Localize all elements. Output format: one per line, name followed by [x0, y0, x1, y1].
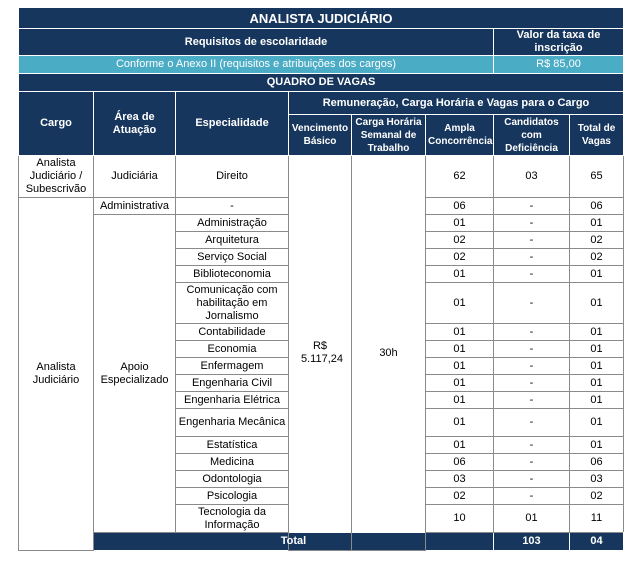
total-cell: 01	[570, 358, 624, 375]
col-vencimento-header: Vencimento Básico	[289, 115, 352, 156]
total-cell: 03	[570, 471, 624, 488]
col-total-header: Total de Vagas	[570, 115, 624, 156]
ampla-cell: 02	[426, 232, 494, 249]
table-row	[19, 156, 624, 198]
especialidade-cell: Estatística	[176, 437, 289, 454]
taxa-value: R$ 85,00	[494, 56, 624, 74]
quadro-title: QUADRO DE VAGAS	[19, 74, 624, 92]
especialidade-cell: Biblioteconomia	[176, 266, 289, 283]
ampla-cell: 01	[426, 324, 494, 341]
especialidade-cell: Enfermagem	[176, 358, 289, 375]
ampla-cell: 01	[426, 266, 494, 283]
vagas-table	[18, 7, 644, 551]
ampla-cell: 01	[426, 358, 494, 375]
total-cell: 01	[570, 437, 624, 454]
total-cell: 01	[570, 375, 624, 392]
pcd-cell: -	[494, 215, 570, 232]
ampla-cell: 01	[426, 409, 494, 437]
total-cell: 06	[570, 454, 624, 471]
total-cell: 01	[570, 266, 624, 283]
area-cell: Judiciária	[94, 156, 176, 198]
pcd-cell: -	[494, 198, 570, 215]
carga-cell: 30h	[352, 156, 426, 551]
especialidade-cell: -	[176, 198, 289, 215]
especialidade-cell: Arquitetura	[176, 232, 289, 249]
ampla-cell: 06	[426, 198, 494, 215]
col-carga-header: Carga Horária Semanal de Trabalho	[352, 115, 426, 156]
total-cell: 01	[570, 215, 624, 232]
col-cargo-header: Cargo	[19, 92, 94, 156]
pcd-cell: -	[494, 249, 570, 266]
total-cell: 06	[570, 198, 624, 215]
total-row: Total 103 04 107	[19, 533, 624, 551]
ampla-cell: 01	[426, 437, 494, 454]
especialidade-cell: Contabilidade	[176, 324, 289, 341]
total-cell: 02	[570, 232, 624, 249]
table-title: ANALISTA JUDICIÁRIO	[19, 8, 624, 29]
pcd-cell: -	[494, 454, 570, 471]
total-cell: 01	[570, 283, 624, 324]
ampla-cell: 10	[426, 505, 494, 533]
total-cell: 65	[570, 156, 624, 198]
pcd-cell: -	[494, 437, 570, 454]
pcd-cell: -	[494, 341, 570, 358]
cargo-cell: Analista Judiciário / Subescrivão	[19, 156, 94, 198]
ampla-cell: 06	[426, 454, 494, 471]
taxa-header: Valor da taxa de inscrição	[494, 29, 624, 56]
col-ampla-header: Ampla Concorrência	[426, 115, 494, 156]
pcd-cell: 03	[494, 156, 570, 198]
ampla-cell: 02	[426, 488, 494, 505]
especialidade-cell: Comunicação com habilitação em Jornalismo	[176, 283, 289, 324]
requisitos-header: Requisitos de escolaridade	[19, 29, 494, 56]
ampla-cell: 01	[426, 283, 494, 324]
col-pcd-header: Candidatos com Deficiência	[494, 115, 570, 156]
pcd-cell: -	[494, 266, 570, 283]
especialidade-cell: Administração	[176, 215, 289, 232]
total-cell: 11	[570, 505, 624, 533]
especialidade-cell: Medicina	[176, 454, 289, 471]
pcd-cell: -	[494, 375, 570, 392]
especialidade-cell: Engenharia Mecânica	[176, 409, 289, 437]
especialidade-cell: Tecnologia da Informação	[176, 505, 289, 533]
total-cell: 02	[570, 249, 624, 266]
vencimento-cell: R$ 5.117,24	[289, 156, 352, 551]
total-label: Total	[94, 533, 494, 551]
especialidade-cell: Serviço Social	[176, 249, 289, 266]
total-pcd: 04	[570, 533, 624, 551]
ampla-cell: 01	[426, 341, 494, 358]
area-cell: Administrativa	[94, 198, 176, 215]
especialidade-cell: Psicologia	[176, 488, 289, 505]
col-especialidade-header: Especialidade	[176, 92, 289, 156]
requisitos-value: Conforme o Anexo II (requisitos e atribuições dos cargos)	[19, 56, 494, 74]
total-cell: 01	[570, 392, 624, 409]
pcd-cell: -	[494, 409, 570, 437]
cargo-cell: Analista Judiciário	[19, 198, 94, 551]
pcd-cell: 01	[494, 505, 570, 533]
pcd-cell: -	[494, 283, 570, 324]
pcd-cell: -	[494, 488, 570, 505]
total-cell: 02	[570, 488, 624, 505]
ampla-cell: 03	[426, 471, 494, 488]
total-ampla: 103	[494, 533, 570, 551]
pcd-cell: -	[494, 471, 570, 488]
pcd-cell: -	[494, 232, 570, 249]
col-area-header: Área de Atuação	[94, 92, 176, 156]
ampla-cell: 02	[426, 249, 494, 266]
ampla-cell: 01	[426, 215, 494, 232]
ampla-cell: 62	[426, 156, 494, 198]
total-cell: 01	[570, 341, 624, 358]
area-cell: Apoio Especializado	[94, 215, 176, 533]
pcd-cell: -	[494, 392, 570, 409]
ampla-cell: 01	[426, 392, 494, 409]
especialidade-cell: Direito	[176, 156, 289, 198]
especialidade-cell: Engenharia Civil	[176, 375, 289, 392]
col-group-header: Remuneração, Carga Horária e Vagas para o Cargo	[289, 92, 624, 115]
ampla-cell: 01	[426, 375, 494, 392]
pcd-cell: -	[494, 358, 570, 375]
total-cell: 01	[570, 409, 624, 437]
especialidade-cell: Engenharia Elétrica	[176, 392, 289, 409]
especialidade-cell: Economia	[176, 341, 289, 358]
total-cell: 01	[570, 324, 624, 341]
especialidade-cell: Odontologia	[176, 471, 289, 488]
pcd-cell: -	[494, 324, 570, 341]
